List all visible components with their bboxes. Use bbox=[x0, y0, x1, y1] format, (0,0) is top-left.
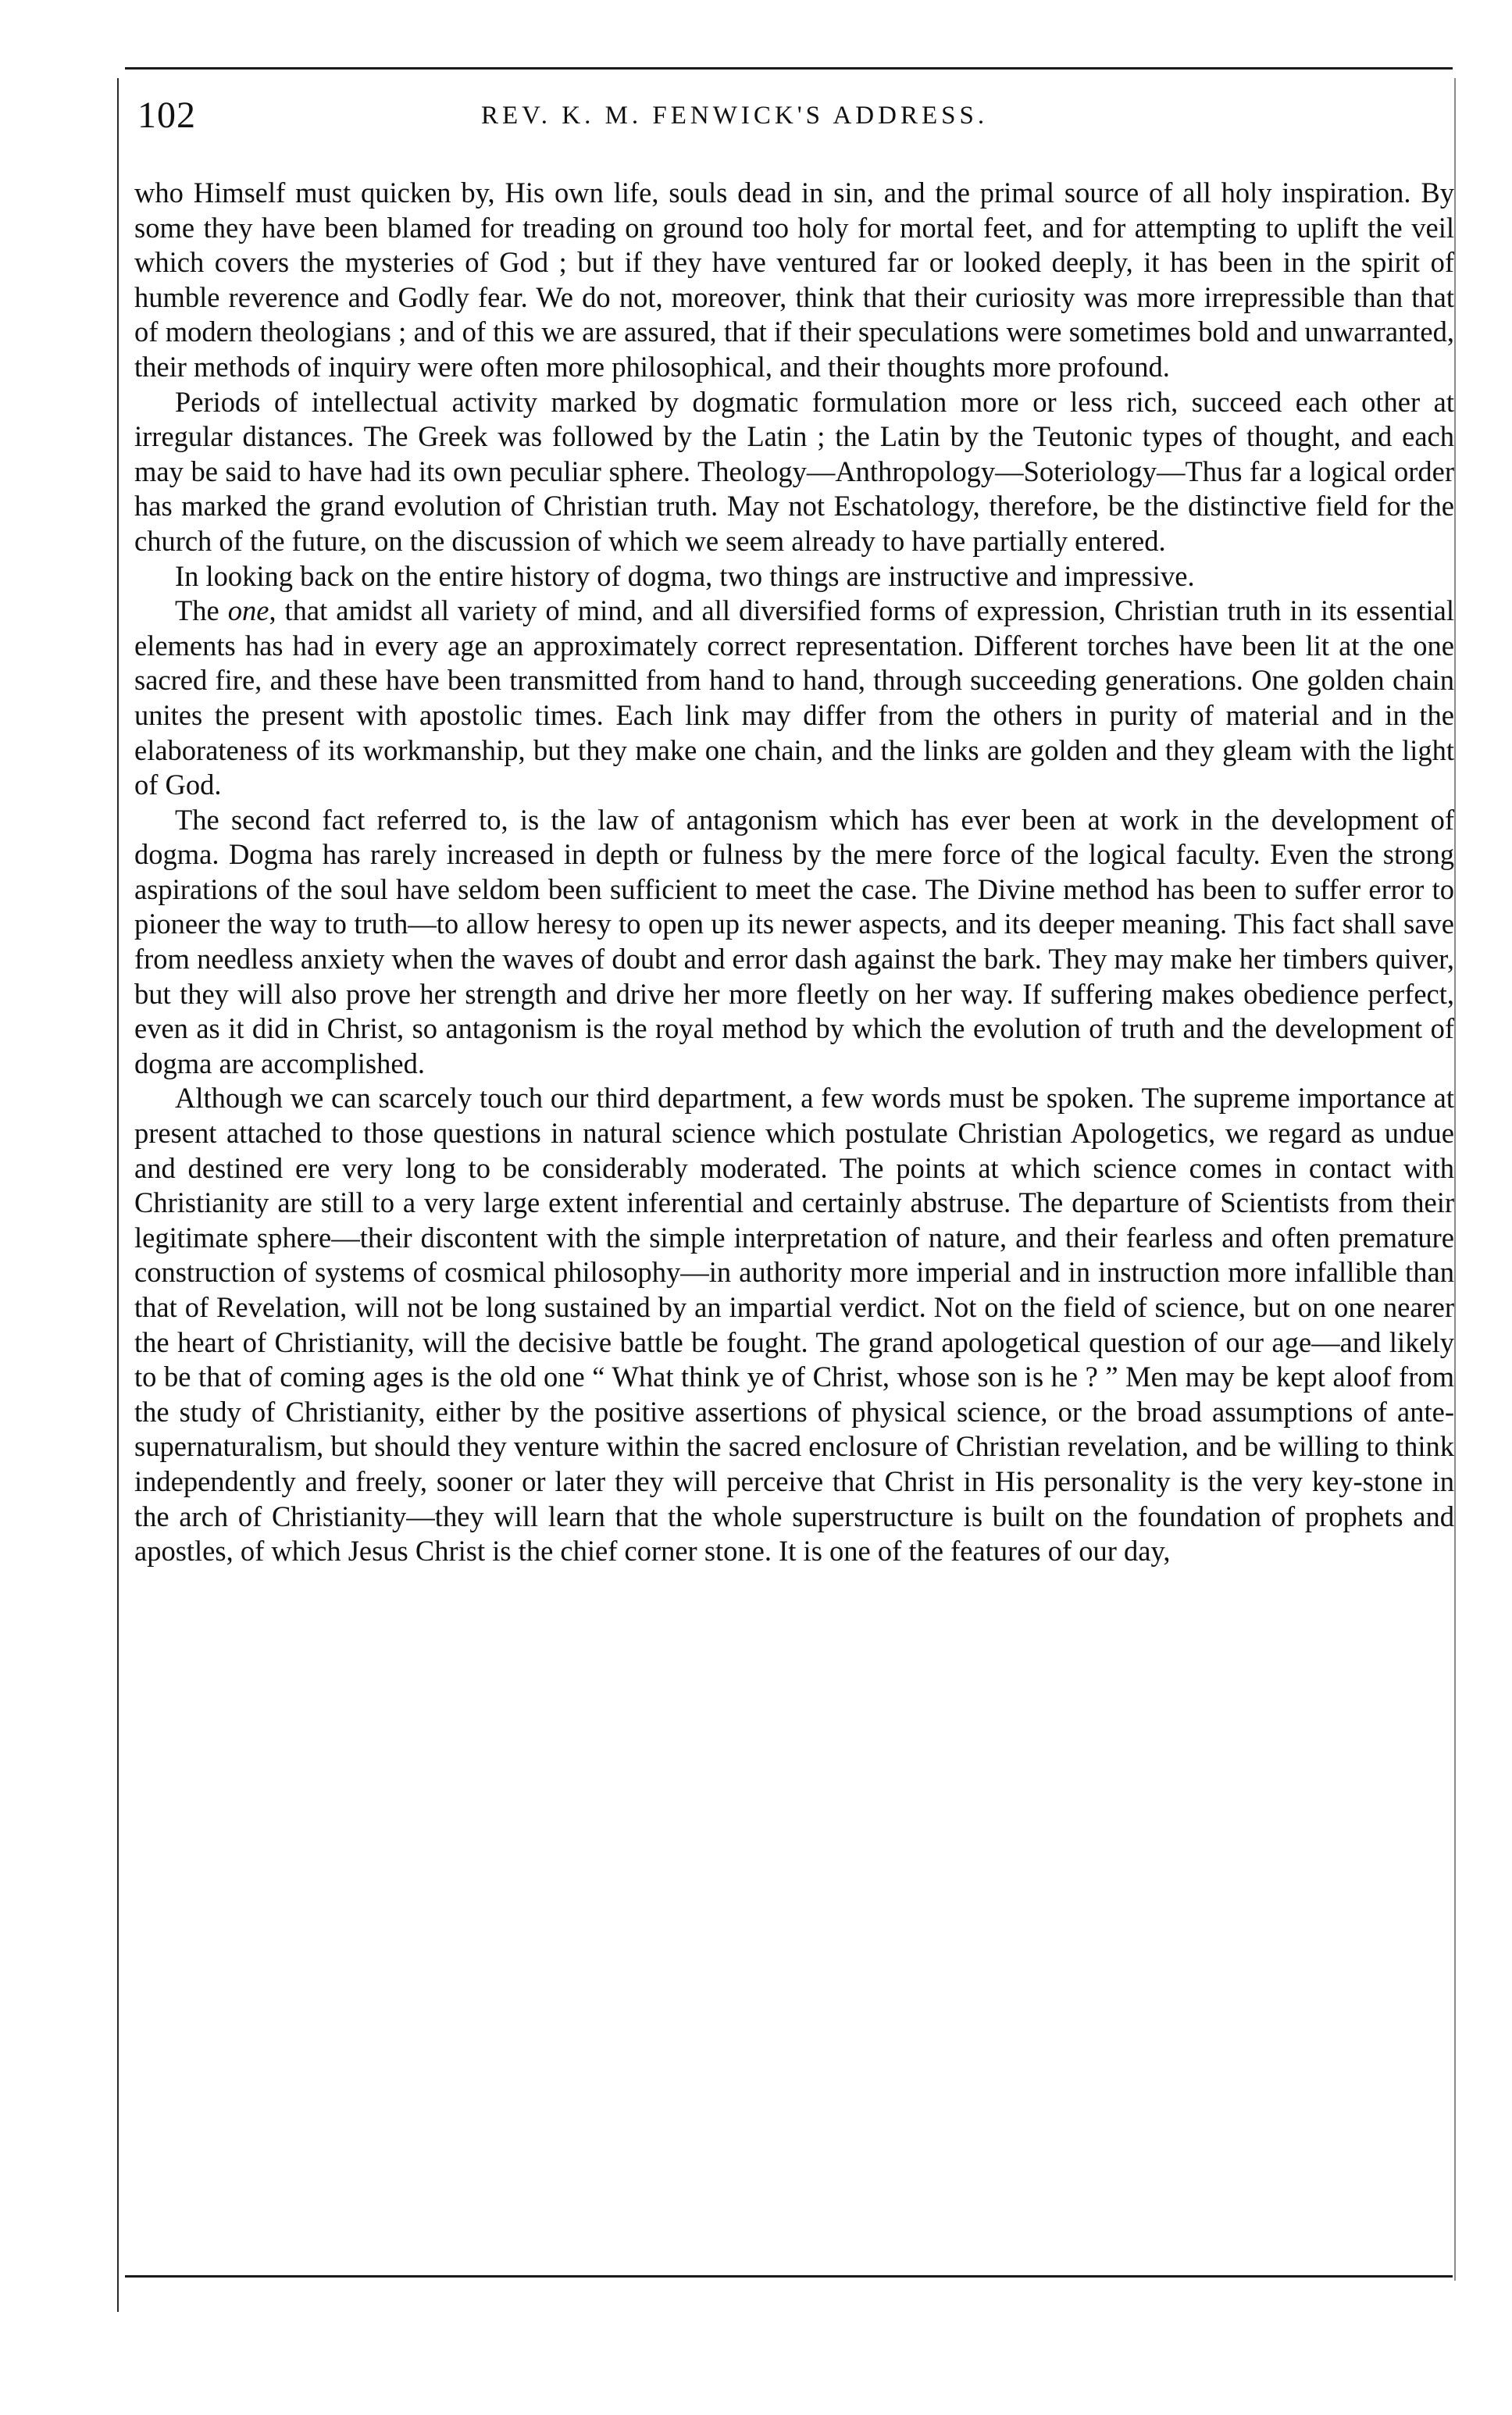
body-text bbox=[134, 176, 1454, 1569]
paragraph-continued: who Himself must quicken by, His own life, souls dead in sin, and the primal source of all holy inspiration. By some they have been blamed for treading on ground too holy for mortal feet, and for attempting to uplift the veil which covers the mysteries of God ; but if they have ventured far or looked deeply, it has been in the spirit of humble reverence and Godly fear. We do not, moreover, think that their curiosity was more irrepressible than that of modern theologians ; and of this we are assured, that if their speculations were sometimes bold and unwarranted, their methods of inquiry were often more philosophical, and their thoughts more profound. bbox=[134, 177, 1454, 383]
italic-emphasis: one bbox=[227, 594, 269, 627]
bottom-rule bbox=[125, 2275, 1453, 2278]
paragraph-body: , that amidst all variety of mind, and all diversified forms of expression, Christian truth in its essential elements has had in every age an approximately correct representation. Different torches have been lit at the one sacred fire, and these have been transmitted from hand to hand, through succeeding generations. One golden chain unites the present with apostolic times. Each link may differ from the others in purity of material and in the elaborateness of its workmanship, but they make one chain, and the links are golden and they gleam with the light of God. bbox=[134, 594, 1455, 801]
paragraph: Although we can scarcely touch our third department, a few words must be spoken. The supreme importance at present attached to those questions in natural science which postulate Christian Apologetics, we regard as undue and destined ere very long to be considerably moderated. The points at which science comes in contact with Christianity are still to a very large extent inferential and certainly abstruse. The departure of Scientists from their legitimate sphere—their discontent with the simple interpretation of nature, and their fearless and often premature construction of systems of cosmical philosophy—in authority more imperial and in instruction more infallible than that of Revelation, will not be long sustained by an impartial verdict. Not on the field of science, but on one nearer the heart of Christianity, will the decisive battle be fought. The grand apologetical question of our age—and likely to be that of coming ages is the old one “ What think ye of Christ, whose son is he ? ” Men may be kept aloof from the study of Christianity, either by the positive assertions of physical science, or the broad assumptions of ante-supernaturalism, but should they venture within the sacred enclosure of Christian revelation, and be willing to think independently and freely, sooner or later they will perceive that Christ in His personality is the very key-stone in the arch of Christianity—they will learn that the whole superstructure is built on the foundation of prophets and apostles, of which Jesus Christ is the chief corner stone. It is one of the features of our day, bbox=[134, 1082, 1454, 1568]
paragraph bbox=[134, 594, 1454, 803]
top-rule bbox=[125, 67, 1453, 70]
page-number: 102 bbox=[137, 95, 196, 136]
running-head bbox=[137, 94, 1457, 156]
paragraph: Periods of intellectual activity marked by dogmatic formulation more or less rich, succeed each other at irregular distances. The Greek was followed by the Latin ; the Latin by the Teutonic types of thought, and each may be said to have had its own peculiar sphere. Theology—Anthropology—Soteriology—Thus far a logical order has marked the grand evolution of Christian truth. May not Eschatology, therefore, be the distinctive field for the church of the future, on the discussion of which we seem already to have partially entered. bbox=[134, 385, 1454, 557]
paragraph: In looking back on the entire history of dogma, two things are instructive and impressive. bbox=[175, 559, 1195, 592]
running-title: REV. K. M. FENWICK'S ADDRESS. bbox=[481, 102, 989, 130]
left-margin-rule bbox=[117, 78, 119, 2312]
paragraph-lead: The bbox=[175, 594, 228, 627]
right-margin-rule bbox=[1454, 78, 1456, 2281]
paragraph: The second fact referred to, is the law of antagonism which has ever been at work in the development of dogma. Dogma has rarely increased in depth or fulness by the mere force of the logical faculty. Even the strong aspirations of the soul have seldom been sufficient to meet the case. The Divine method has been to suffer error to pioneer the way to truth—to allow heresy to open up its newer aspects, and its deeper meaning. This fact shall save from needless anxiety when the waves of doubt and error dash against the bark. They may make her timbers quiver, but they will also prove her strength and drive her more fleetly on her way. If suffering makes obedience perfect, even as it did in Christ, so antagonism is the royal method by which the evolution of truth and the development of dogma are accomplished. bbox=[134, 803, 1454, 1079]
